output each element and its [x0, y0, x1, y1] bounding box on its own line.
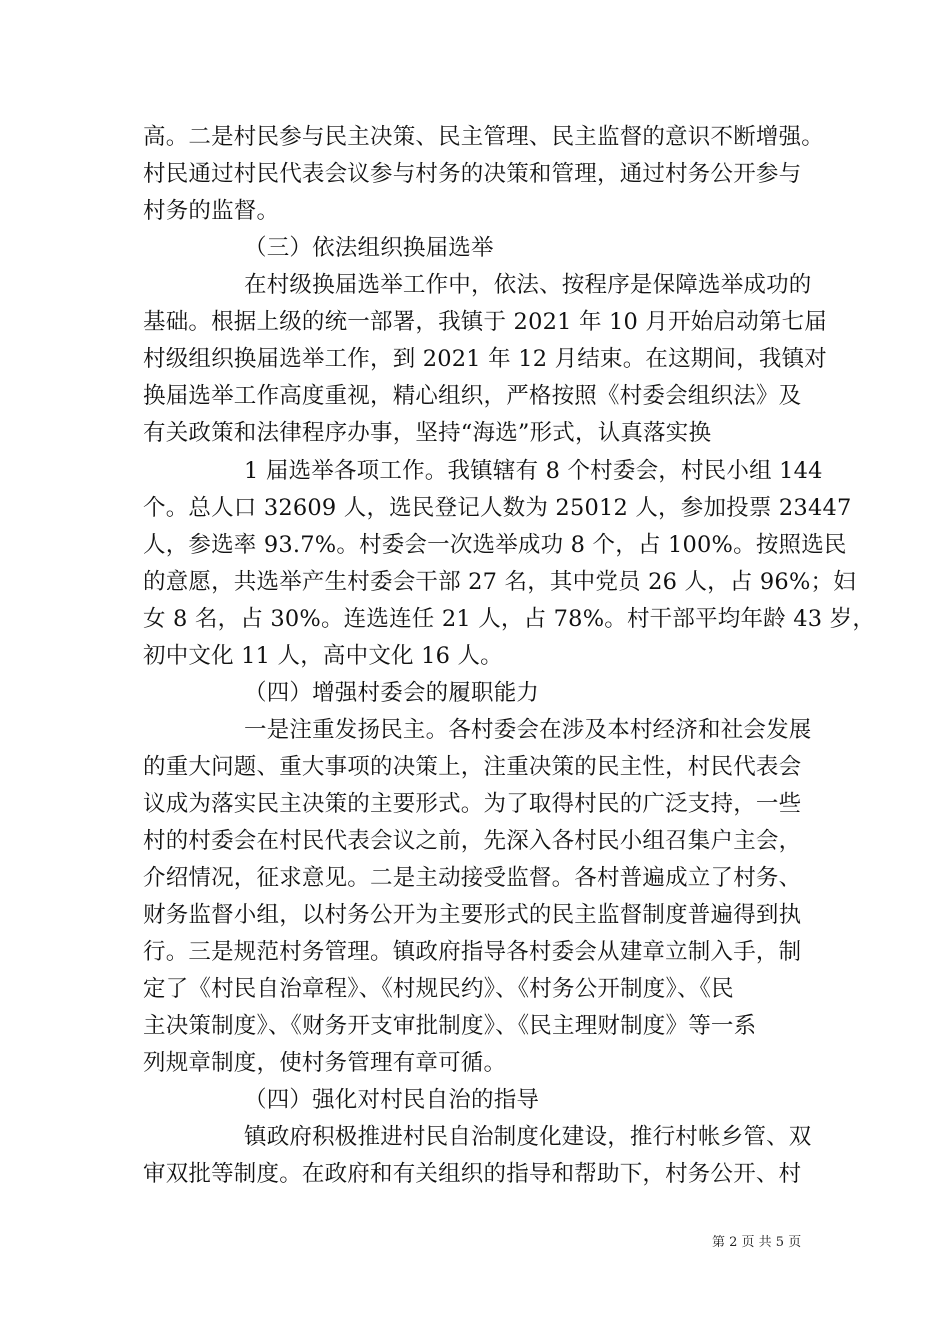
paragraph-line: 个。总人口 32609 人，选民登记人数为 25012 人，参加投票 23447 — [143, 495, 852, 521]
paragraph-line: 审双批等制度。在政府和有关组织的指导和帮助下，村务公开、村 — [143, 1161, 802, 1187]
paragraph-line: 初中文化 11 人，高中文化 16 人。 — [143, 643, 503, 669]
section-heading: （四）强化对村民自治的指导 — [244, 1087, 540, 1113]
paragraph-line: 村的村委会在村民代表会议之前，先深入各村民小组召集户主会， — [143, 828, 802, 854]
paragraph-line: 基础。根据上级的统一部署，我镇于 2021 年 10 月开始启动第七届 — [143, 309, 828, 335]
section-heading: （四）增强村委会的履职能力 — [244, 680, 540, 706]
paragraph-line: 议成为落实民主决策的主要形式。为了取得村民的广泛支持，一些 — [143, 791, 802, 817]
paragraph-line: 介绍情况，征求意见。二是主动接受监督。各村普遍成立了村务、 — [143, 865, 802, 891]
paragraph-line: 主决策制度》、《财务开支审批制度》、《民主理财制度》等一系 — [143, 1013, 757, 1039]
paragraph-line: 人，参选率 93.7%。村委会一次选举成功 8 个，占 100%。按照选民 — [143, 532, 847, 558]
paragraph-line: 换届选举工作高度重视，精心组织，严格按照《村委会组织法》及 — [143, 383, 802, 409]
page-number: 第 2 页 共 5 页 — [712, 1235, 802, 1250]
paragraph-line: 在村级换届选举工作中，依法、按程序是保障选举成功的 — [244, 272, 812, 298]
paragraph-line: 镇政府积极推进村民自治制度化建设，推行村帐乡管、双 — [244, 1124, 812, 1150]
paragraph-line: 的意愿，共选举产生村委会干部 27 名，其中党员 26 人，占 96%；妇 — [143, 569, 856, 595]
paragraph-line: 女 8 名，占 30%。连选连任 21 人，占 78%。村干部平均年龄 43 岁， — [143, 606, 876, 632]
section-heading: （三）依法组织换届选举 — [244, 235, 494, 261]
paragraph-line: 村务的监督。 — [143, 198, 280, 224]
paragraph-line: 行。三是规范村务管理。镇政府指导各村委会从建章立制入手，制 — [143, 939, 802, 965]
paragraph-line: 列规章制度，使村务管理有章可循。 — [143, 1050, 507, 1076]
paragraph-line: 财务监督小组，以村务公开为主要形式的民主监督制度普遍得到执 — [143, 902, 802, 928]
paragraph-line: 有关政策和法律程序办事，坚持“海选”形式，认真落实换 — [143, 420, 712, 446]
paragraph-line: 村级组织换届选举工作，到 2021 年 12 月结束。在这期间，我镇对 — [143, 346, 828, 372]
paragraph-line: 定了《村民自治章程》、《村规民约》、《村务公开制度》、《民 — [143, 976, 734, 1002]
paragraph-line: 村民通过村民代表会议参与村务的决策和管理，通过村务公开参与 — [143, 161, 802, 187]
paragraph-line: 1 届选举各项工作。我镇辖有 8 个村委会，村民小组 144 — [244, 458, 823, 484]
paragraph-line: 高。二是村民参与民主决策、民主管理、民主监督的意识不断增强。 — [143, 124, 825, 150]
paragraph-line: 的重大问题、重大事项的决策上，注重决策的民主性，村民代表会 — [143, 754, 802, 780]
paragraph-line: 一是注重发扬民主。各村委会在涉及本村经济和社会发展 — [244, 717, 812, 743]
